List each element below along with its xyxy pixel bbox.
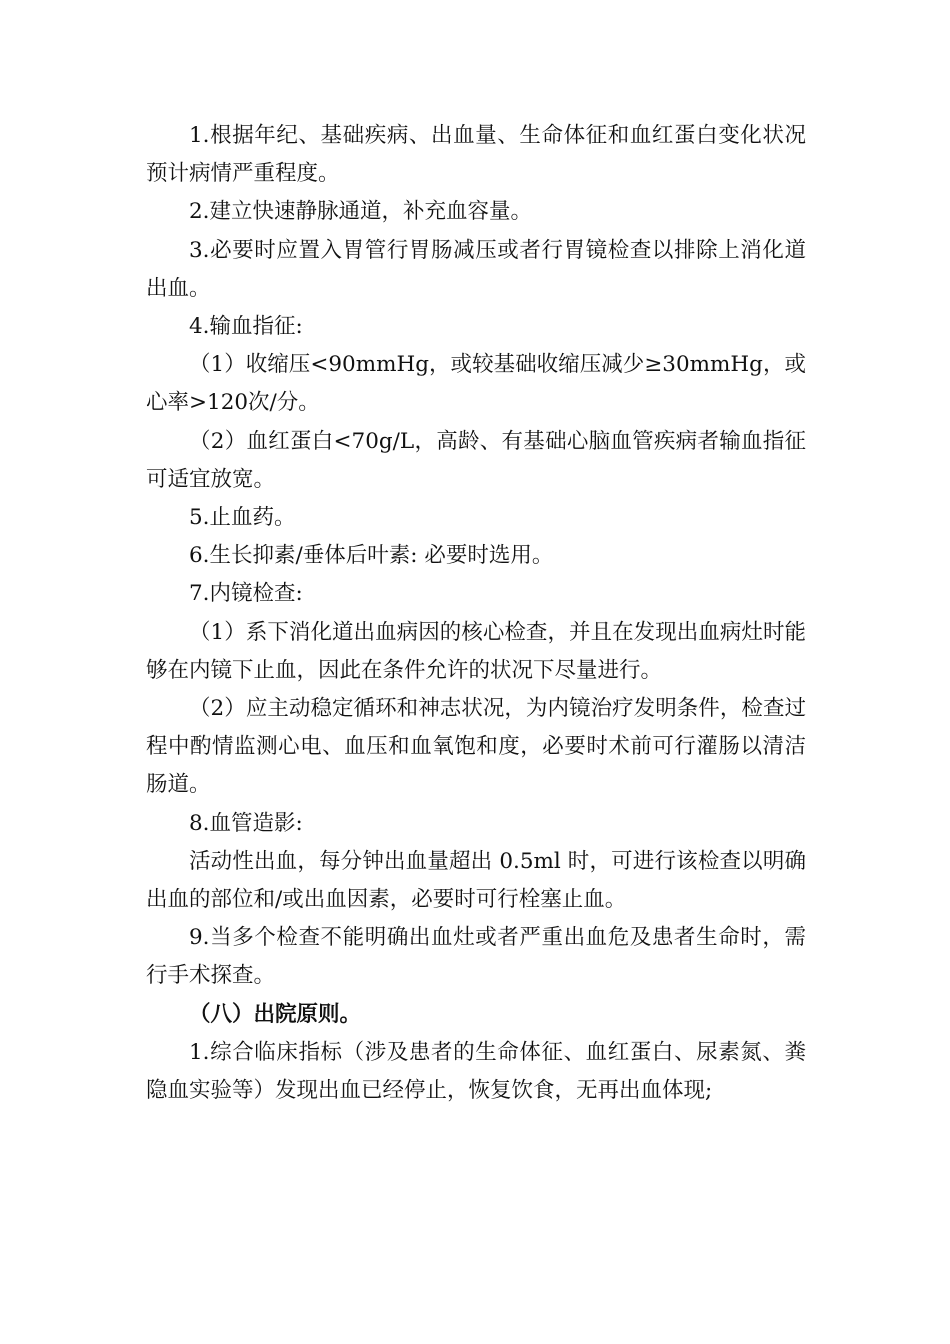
paragraph-discharge-1: 1.综合临床指标（涉及患者的生命体征、血红蛋白、尿素氮、粪隐血实验等）发现出血已经停止，恢复饮食，无再出血体现; bbox=[146, 1039, 806, 1104]
section-heading-discharge: （八）出院原则。 bbox=[189, 1001, 362, 1027]
paragraph-angiography-title: 8.血管造影: bbox=[189, 810, 303, 836]
paragraph-surgery: 9.当多个检查不能明确出血灶或者严重出血危及患者生命时，需行手术探查。 bbox=[146, 925, 806, 989]
document-page bbox=[146, 117, 806, 1110]
paragraph-transfusion-title: 4.输血指征: bbox=[189, 314, 303, 340]
paragraph-hemostatic: 5.止血药。 bbox=[189, 505, 296, 531]
paragraph-somatostatin: 6.生长抑素/垂体后叶素: 必要时选用。 bbox=[189, 543, 554, 569]
paragraph-endoscopy-title: 7.内镜检查: bbox=[189, 581, 303, 607]
paragraph-venous-access: 2.建立快速静脉通道，补充血容量。 bbox=[189, 199, 533, 225]
paragraph-gastric-tube: 3.必要时应置入胃管行胃肠减压或者行胃镜检查以排除上消化道出血。 bbox=[146, 237, 806, 301]
paragraph-endoscopy-2: （2）应主动稳定循环和神志状况，为内镜治疗发明条件，检查过程中酌情监测心电、血压和血氧饱和度，必要时术前可行灌肠以清洁肠道。 bbox=[146, 696, 806, 798]
paragraph-assess-severity: 1.根据年纪、基础疾病、出血量、生命体征和血红蛋白变化状况预计病情严重程度。 bbox=[146, 123, 806, 187]
paragraph-transfusion-1: （1）收缩压<90mmHg，或较基础收缩压减少≥30mmHg，或心率>120次/分。 bbox=[146, 352, 806, 416]
paragraph-angiography-body: 活动性出血，每分钟出血量超出 0.5ml 时，可进行该检查以明确出血的部位和/或出血因素，必要时可行栓塞止血。 bbox=[146, 848, 806, 913]
paragraph-endoscopy-1: （1）系下消化道出血病因的核心检查，并且在发现出血病灶时能够在内镜下止血，因此在条件允许的状况下尽量进行。 bbox=[146, 619, 806, 683]
paragraph-transfusion-2: （2）血红蛋白<70g/L，高龄、有基础心脑血管疾病者输血指征可适宜放宽。 bbox=[146, 428, 806, 492]
